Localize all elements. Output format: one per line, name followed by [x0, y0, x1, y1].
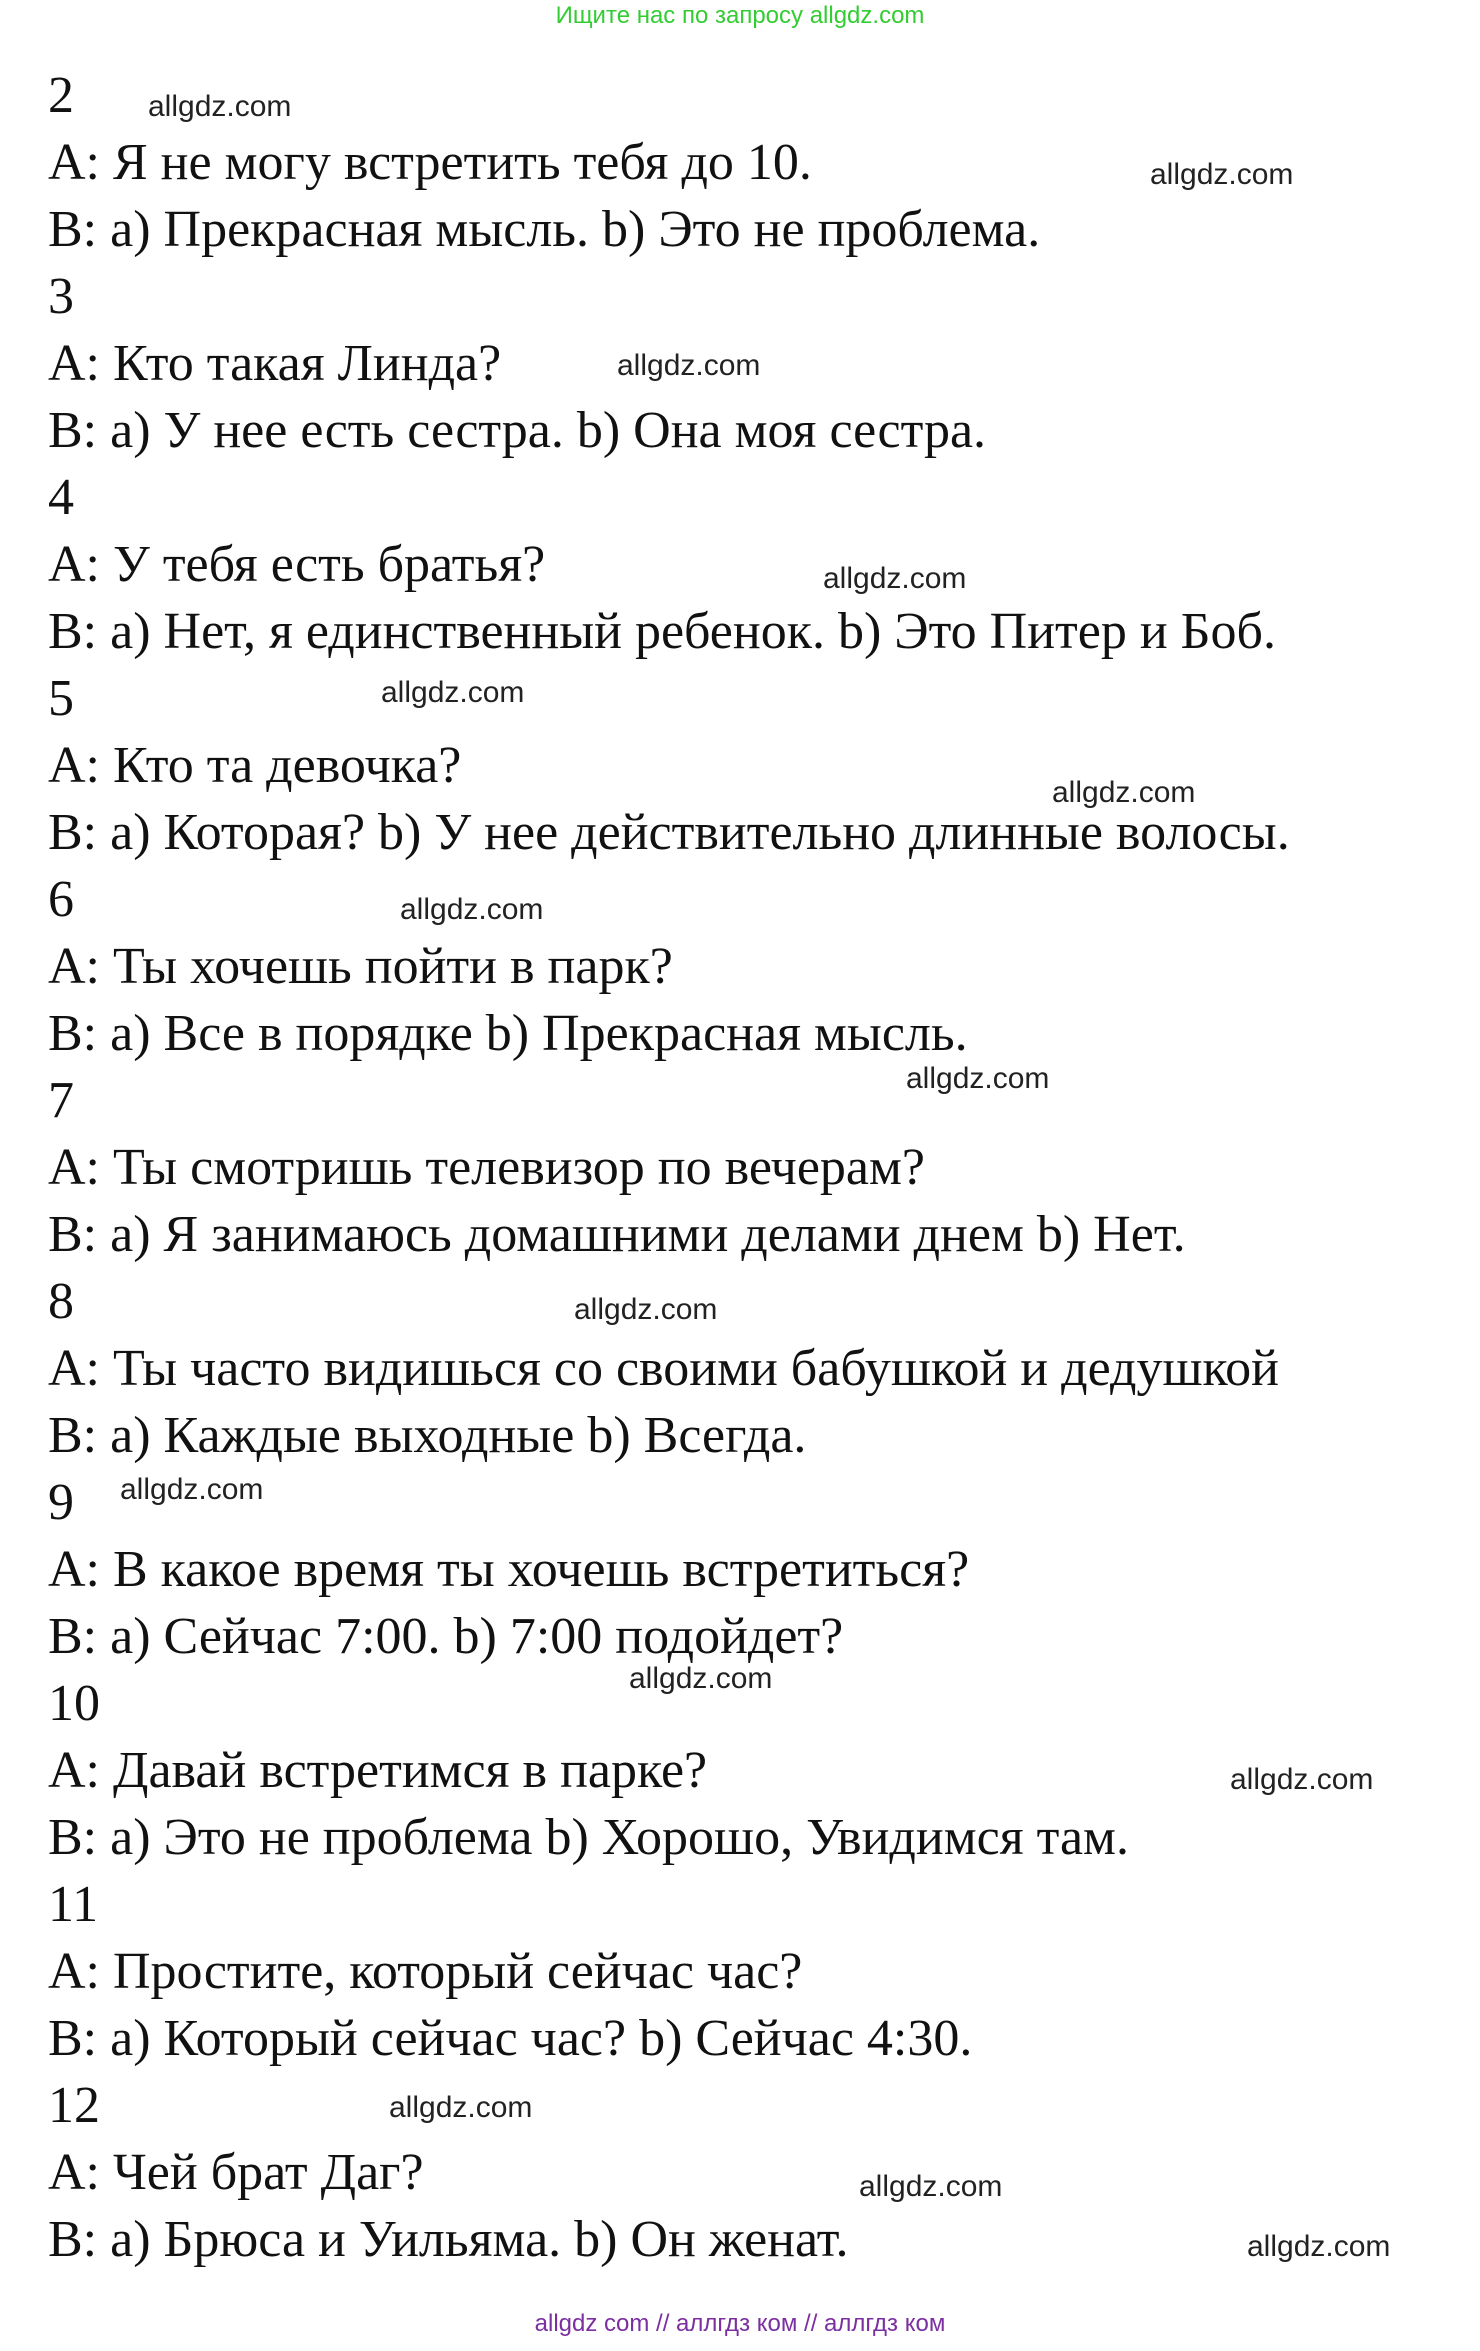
watermark: allgdz.com	[1247, 2230, 1391, 2263]
dialogue-number: 2	[48, 67, 74, 124]
dialogue-line-b: B: a) Которая? b) У нее действительно длинные волосы.	[48, 804, 1290, 861]
dialogue-block	[48, 866, 1468, 1067]
dialogue-line-a: A: Простите, который сейчас час?	[48, 1943, 803, 2000]
watermark: allgdz.com	[381, 676, 525, 709]
watermark: allgdz.com	[823, 562, 967, 595]
dialogue-line-b: B: a) Брюса и Уильяма. b) Он женат.	[48, 2211, 849, 2268]
dialogue-line-b: B: a) Который сейчас час? b) Сейчас 4:30.	[48, 2010, 973, 2067]
dialogue-number: 8	[48, 1273, 74, 1330]
dialogue-number: 4	[48, 469, 74, 526]
dialogue-block	[48, 1871, 1468, 2072]
watermark: allgdz.com	[629, 1662, 773, 1695]
dialogue-line-a: A: В какое время ты хочешь встретиться?	[48, 1541, 970, 1598]
dialogue-line-a: A: Давай встретимся в парке?	[48, 1742, 708, 1799]
dialogue-block	[48, 665, 1468, 866]
watermark: allgdz.com	[148, 90, 292, 123]
dialogue-number: 12	[48, 2077, 100, 2134]
watermark: allgdz.com	[120, 1473, 264, 1506]
dialogue-line-b: B: a) Нет, я единственный ребенок. b) Это Питер и Боб.	[48, 603, 1276, 660]
dialogue-line-b: B: a) Это не проблема b) Хорошо, Увидимся там.	[48, 1809, 1129, 1866]
dialogue-line-a: A: У тебя есть братья?	[48, 536, 546, 593]
watermark: allgdz.com	[1052, 776, 1196, 809]
dialogue-line-a: A: Ты смотришь телевизор по вечерам?	[48, 1139, 925, 1196]
watermark: allgdz.com	[859, 2170, 1003, 2203]
dialogue-document	[48, 62, 1468, 2273]
dialogue-block	[48, 1268, 1468, 1469]
dialogue-number: 11	[48, 1876, 99, 1933]
footer-banner[interactable]: allgdz com // аллгдз ком // аллгдз ком	[534, 2310, 946, 2337]
dialogue-line-a: A: Кто такая Линда?	[48, 335, 502, 392]
dialogue-number: 5	[48, 670, 74, 727]
dialogue-line-a: A: Ты хочешь пойти в парк?	[48, 938, 673, 995]
dialogue-line-a: A: Я не могу встретить тебя до 10.	[48, 134, 812, 191]
dialogue-line-b: B: a) Я занимаюсь домашними делами днем b) Нет.	[48, 1206, 1186, 1263]
watermark: allgdz.com	[906, 1062, 1050, 1095]
dialogue-line-a: A: Чей брат Даг?	[48, 2144, 424, 2201]
dialogue-line-b: B: a) Сейчас 7:00. b) 7:00 подойдет?	[48, 1608, 844, 1665]
dialogue-number: 10	[48, 1675, 100, 1732]
dialogue-line-b: B: a) Все в порядке b) Прекрасная мысль.	[48, 1005, 968, 1062]
dialogue-number: 3	[48, 268, 74, 325]
dialogue-line-b: B: a) У нее есть сестра. b) Она моя сестра.	[48, 402, 987, 459]
watermark: allgdz.com	[574, 1293, 718, 1326]
watermark: allgdz.com	[389, 2091, 533, 2124]
header-banner[interactable]: Ищите нас по запросу allgdz.com	[555, 2, 925, 29]
dialogue-number: 6	[48, 871, 74, 928]
dialogue-number: 9	[48, 1474, 74, 1531]
dialogue-line-a: A: Кто та девочка?	[48, 737, 462, 794]
dialogue-line-b: B: a) Прекрасная мысль. b) Это не проблема.	[48, 201, 1041, 258]
dialogue-block	[48, 464, 1468, 665]
dialogue-block	[48, 1067, 1468, 1268]
dialogue-number: 7	[48, 1072, 74, 1129]
watermark: allgdz.com	[400, 893, 544, 926]
dialogue-line-a: A: Ты часто видишься со своими бабушкой и дедушкой	[48, 1340, 1279, 1397]
watermark: allgdz.com	[1230, 1763, 1374, 1796]
watermark: allgdz.com	[617, 349, 761, 382]
dialogue-line-b: B: a) Каждые выходные b) Всегда.	[48, 1407, 807, 1464]
watermark: allgdz.com	[1150, 158, 1294, 191]
